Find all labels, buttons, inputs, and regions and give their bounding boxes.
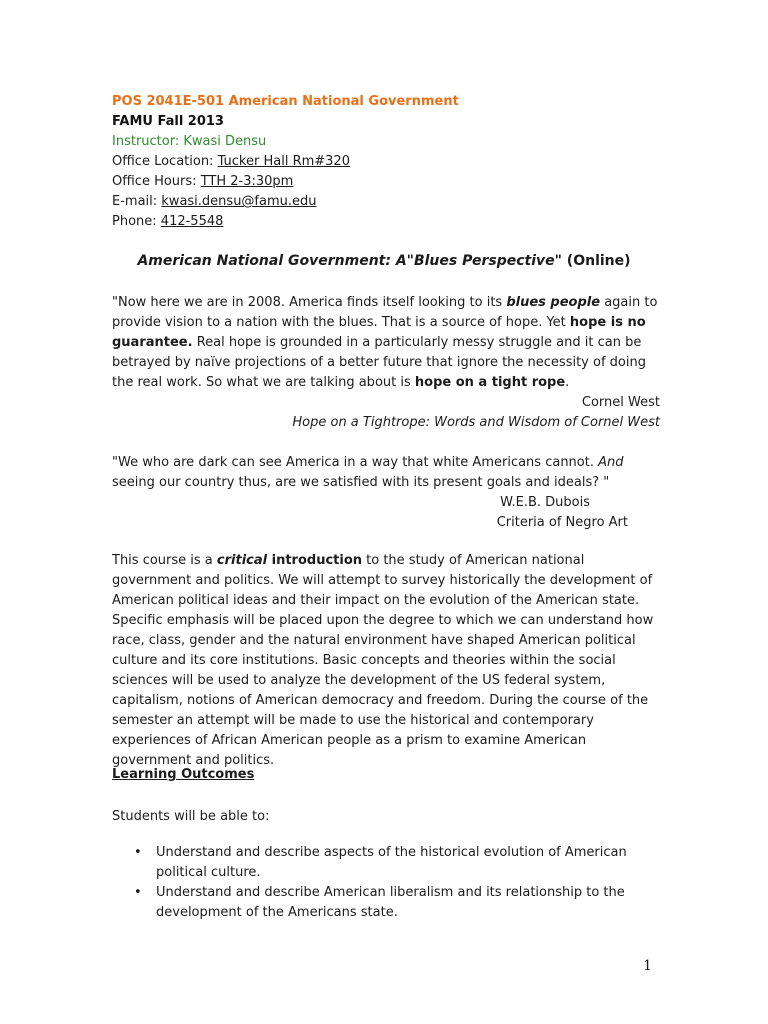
office-location-value: Tucker Hall Rm#320	[217, 154, 350, 169]
quote-cornel-west	[112, 293, 660, 433]
email-label: E-mail:	[112, 194, 162, 209]
bullet-glyph: •	[134, 885, 142, 900]
list-item-text: Understand and describe American liberalism and its relationship to the development of the Americans state.	[156, 885, 625, 920]
quote-dubois-text	[112, 453, 660, 493]
learning-outcomes-heading: Learning Outcomes	[112, 767, 255, 782]
quote-source-title: Hope on a Tightrope: Words and Wisdom of Cornel West	[292, 415, 660, 430]
course-description	[112, 551, 660, 771]
description-text-segment: to the study of American national government and politics. We will attempt to survey historically the development of American political ideas and their impact on the evolution of the American state. Specific emphasis will be placed upon the degree to which we can understand how race, class, gender and the natural environment have shaped American political culture and its core institutions. Basic concepts and theories within the social sciences will be used to analyze the development of the US federal system, capitalism, notions of American democracy and freedom. During the course of the semester an attempt will be made to use the historical and contemporary experiences of African American people as a prism to examine American government and politics.	[112, 553, 654, 768]
quote-text-segment: seeing our country thus, are we satisfied with its present goals and ideals? "	[112, 475, 610, 490]
document-title-suffix: (Online)	[561, 253, 631, 269]
list-item	[112, 883, 660, 923]
email-link[interactable]: kwasi.densu@famu.edu	[161, 194, 317, 209]
list-item	[112, 843, 660, 883]
learning-outcomes-list	[112, 843, 660, 923]
quote-emphasis: blues people	[506, 295, 601, 310]
document-title	[0, 253, 768, 269]
quote-cornel-west-text	[112, 293, 660, 393]
quote-dubois	[112, 453, 660, 533]
term-line: FAMU Fall 2013	[112, 114, 224, 129]
quote-emphasis: hope on a tight rope	[414, 375, 566, 390]
office-hours-value: TTH 2-3:30pm	[200, 174, 294, 189]
bullet-glyph: •	[134, 845, 142, 860]
email-line	[112, 192, 459, 212]
description-emphasis: introduction	[267, 553, 363, 568]
phone-value: 412-5548	[160, 214, 224, 229]
office-location-line	[112, 152, 459, 172]
quote-author: W.E.B. Dubois	[500, 495, 590, 510]
quote-source	[112, 413, 660, 433]
office-location-label: Office Location:	[112, 154, 218, 169]
description-text-segment: This course is a	[112, 553, 217, 568]
quote-text-segment: Real hope is grounded in a particularly messy struggle and it can be betrayed by naïve projections of a better future that ignore the necessity of doing the real work. So what we are talking about is	[112, 335, 646, 390]
office-hours-label: Office Hours:	[112, 174, 201, 189]
document-title-main: American National Government: A"Blues Perspective"	[137, 253, 562, 269]
quote-source: Criteria of Negro Art	[496, 515, 628, 530]
quote-author: Cornel West	[581, 395, 660, 410]
quote-text-segment: "We who are dark can see America in a way that white Americans cannot.	[112, 455, 599, 470]
course-title: POS 2041E-501 American National Government	[112, 94, 459, 109]
page-number: 1	[643, 958, 652, 974]
description-emphasis: critical	[216, 553, 268, 568]
quote-text-segment: .	[565, 375, 570, 390]
quote-emphasis: And	[598, 455, 624, 470]
office-hours-line	[112, 172, 459, 192]
learning-outcomes-lead: Students will be able to:	[112, 809, 270, 824]
list-item-text: Understand and describe aspects of the historical evolution of American political culture.	[156, 845, 627, 880]
phone-line	[112, 212, 459, 232]
quote-emphasis: hope is no guarantee.	[112, 315, 646, 350]
phone-label: Phone:	[112, 214, 161, 229]
course-header	[112, 92, 459, 232]
quote-text-segment: again to provide vision to a nation with the blues. That is a source of hope. Yet	[112, 295, 658, 330]
instructor-line: Instructor: Kwasi Densu	[112, 134, 267, 149]
quote-text-segment: "Now here we are in 2008. America finds itself looking to its	[112, 295, 507, 310]
